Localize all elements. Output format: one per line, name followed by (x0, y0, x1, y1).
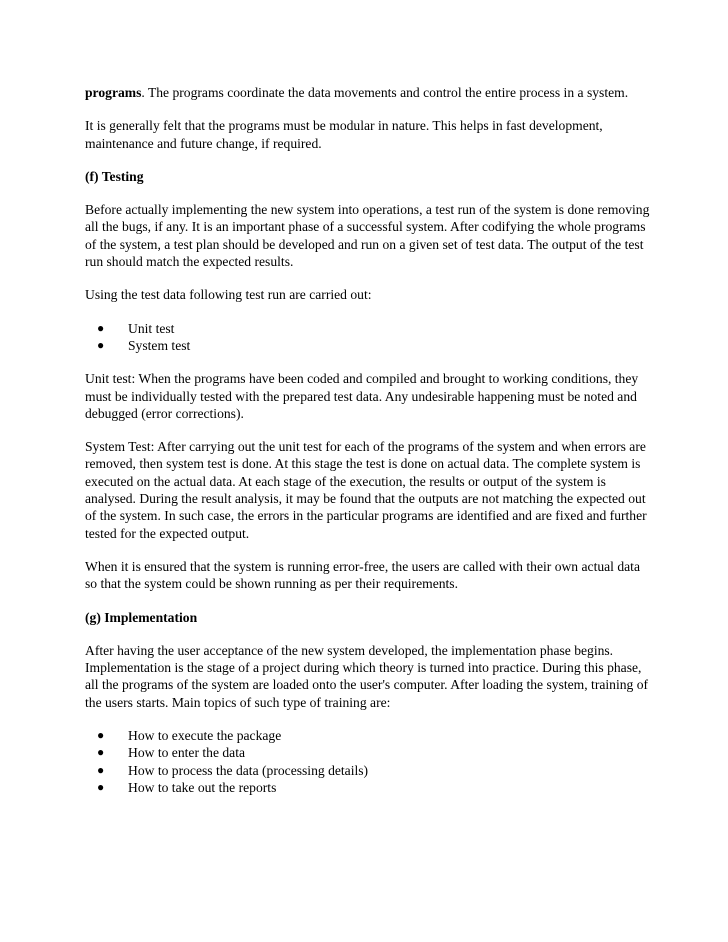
list-item-text: Unit test (128, 320, 175, 336)
paragraph-modular: It is generally felt that the programs must be modular in nature. This helps in fast development, maintenance and future change, if required. (85, 118, 603, 151)
paragraph-error-free: When it is ensured that the system is running error-free, the users are called with their own actual data so that the system could be shown running as per their requirements. (85, 558, 640, 592)
bullet-icon: ● (97, 779, 105, 794)
paragraph-programs (85, 84, 650, 101)
bullet-icon: ● (97, 762, 105, 777)
paragraph-implementation: After having the user acceptance of the new system developed, the implementation phase begins. Implementation is the stage of a project during which theory is turned into practice. During this phase, all the programs of the system are loaded onto the user's computer. After loading the system, training of the users starts. Main topics of such type of training are: (85, 642, 649, 710)
list-item (85, 727, 650, 744)
list-item-text: How to take out the reports (128, 779, 277, 795)
bullet-icon: ● (97, 745, 105, 760)
list-item-text: How to process the data (processing details) (128, 762, 369, 778)
paragraph-test-data: Using the test data following test run are carried out: (85, 287, 372, 303)
list-item (85, 337, 650, 354)
document-body (85, 84, 650, 812)
paragraph-testing-intro: Before actually implementing the new system into operations, a test run of the system is done removing all the bugs, if any. It is an important phase of a successful system. After codifying the whole programs of the system, a test plan should be developed and run on a given set of test data. The output of the test run should match the expected results. (85, 202, 650, 270)
list-item (85, 744, 650, 761)
section-heading-testing: (f) Testing (85, 168, 144, 184)
list-item (85, 762, 650, 779)
list-item-text: System test (128, 337, 191, 353)
test-type-list (85, 320, 650, 355)
list-item (85, 320, 650, 337)
list-item-text: How to execute the package (128, 728, 282, 744)
bullet-icon: ● (97, 320, 105, 335)
paragraph-text: . The programs coordinate the data movements and control the entire process in a system. (141, 85, 629, 100)
bullet-icon: ● (97, 728, 105, 743)
bold-term: programs (85, 85, 142, 100)
bullet-icon: ● (97, 337, 105, 352)
paragraph-unit-test: Unit test: When the programs have been coded and compiled and brought to working conditions, they must be individually tested with the prepared test data. Any undesirable happening must be noted and debugged (error corrections). (85, 371, 639, 421)
paragraph-system-test: System Test: After carrying out the unit test for each of the programs of the system and when errors are removed, then system test is done. At this stage the test is done on actual data. The complete system is executed on the actual data. At each stage of the execution, the results or output of the system is analysed. During the result analysis, it may be found that the outputs are not matching the expected out of the system. In such case, the errors in the particular programs are identified and are fixed and further tested for the expected output. (85, 439, 647, 541)
list-item-text: How to enter the data (128, 745, 246, 761)
list-item (85, 779, 650, 796)
training-topic-list (85, 727, 650, 796)
section-heading-implementation: (g) Implementation (85, 609, 198, 625)
